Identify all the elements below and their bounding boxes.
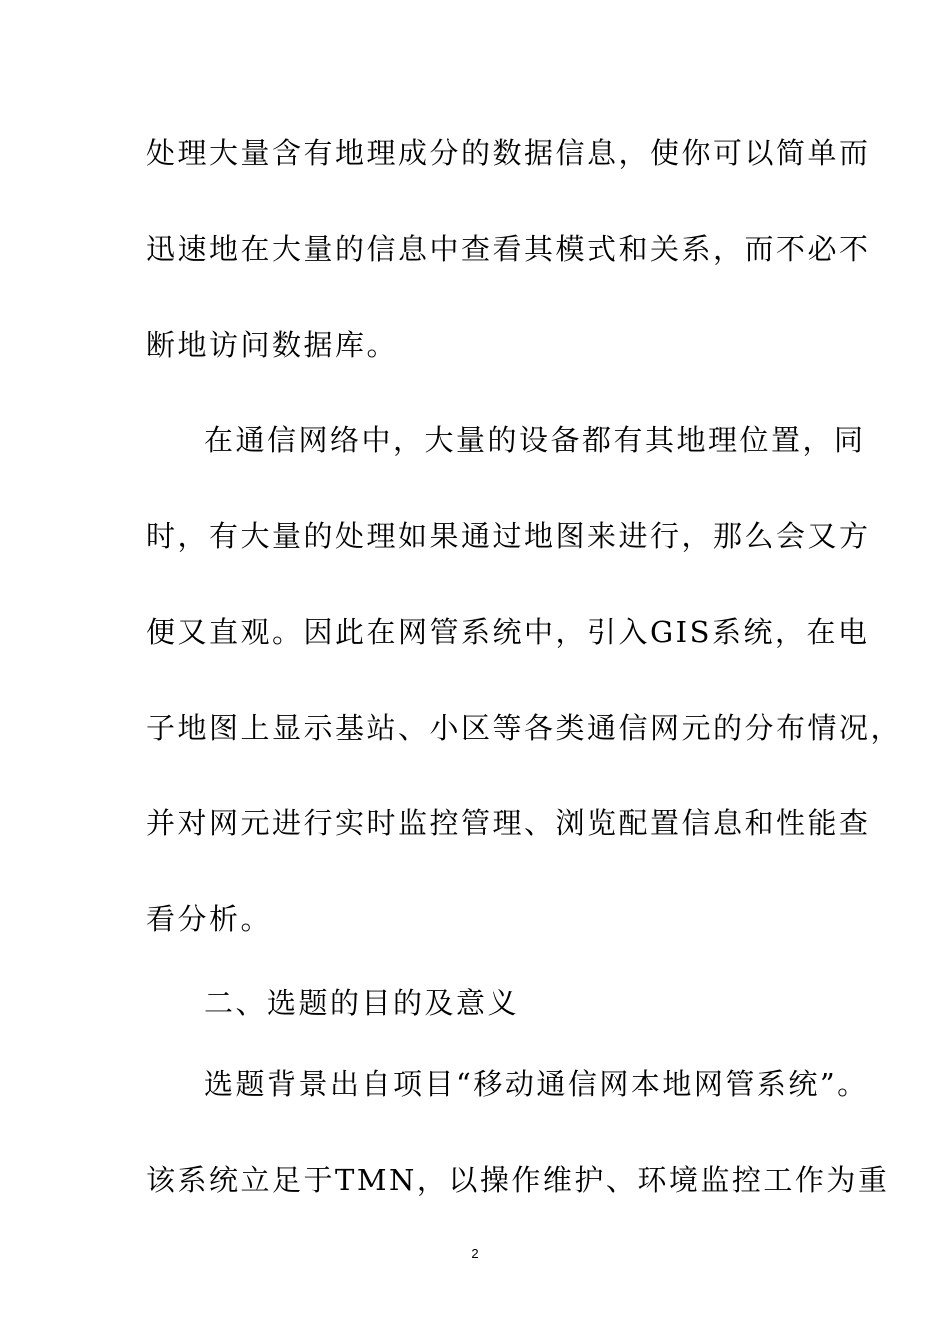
page-number: 2 [471, 1246, 479, 1261]
section-heading: 二、选题的目的及意义 [204, 986, 520, 1020]
paragraph-line: 迅速地在大量的信息中查看其模式和关系，而不必不 [146, 232, 871, 266]
paragraph-line: 处理大量含有地理成分的数据信息，使你可以简单而 [146, 136, 871, 170]
paragraph-line: 断地访问数据库。 [146, 328, 399, 362]
paragraph-line: 该系统立足于TMN，以操作维护、环境监控工作为重 [146, 1163, 890, 1197]
paragraph-line: 选题背景出自项目“移动通信网本地网管系统”。 [204, 1067, 869, 1101]
paragraph-line: 时，有大量的处理如果通过地图来进行，那么会又方 [146, 519, 871, 553]
paragraph-line: 并对网元进行实时监控管理、浏览配置信息和性能查 [146, 806, 871, 840]
paragraph-line: 看分析。 [146, 902, 273, 936]
paragraph-line: 子地图上显示基站、小区等各类通信网元的分布情况， [146, 711, 903, 745]
paragraph-line: 便又直观。因此在网管系统中，引入GIS系统，在电 [146, 615, 870, 649]
paragraph-line: 在通信网络中，大量的设备都有其地理位置，同 [204, 423, 866, 457]
